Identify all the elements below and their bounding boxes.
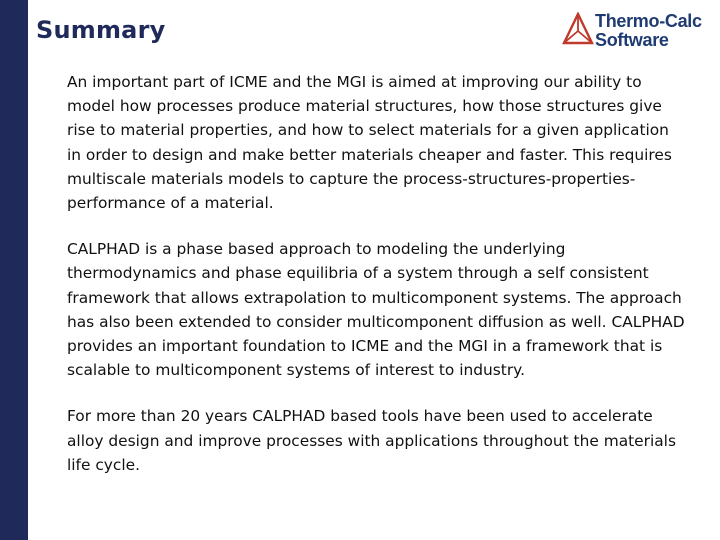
triangle-logo-icon: [562, 12, 594, 46]
paragraph-icme-mgi: An important part of ICME and the MGI is aimed at improving our ability to model how processes produce material structures, how those structures give rise to material properties, and how to select materials for a given application in order to design and make better materials cheaper and faster. This requires multiscale materials models to capture the process-structures-properties-performance of a material.: [67, 73, 672, 213]
slide-title: Summary: [36, 16, 166, 44]
slide-body: [67, 70, 687, 499]
logo-line2: Software: [595, 30, 669, 50]
paragraph-calphad: CALPHAD is a phase based approach to modeling the underlying thermodynamics and phase equilibria of a system through a self consistent framework that allows extrapolation to multicomponent systems. The approach has also been extended to consider multicomponent diffusion as well. CALPHAD provides an important foundation to ICME and the MGI in a framework that is scalable to multicomponent systems of interest to industry.: [67, 240, 685, 380]
thermo-calc-logo: [562, 10, 712, 56]
logo-line1: Thermo-Calc: [595, 11, 702, 31]
left-accent-bar: [0, 0, 28, 540]
paragraph-history: For more than 20 years CALPHAD based tools have been used to accelerate alloy design and improve processes with applications throughout the materials life cycle.: [67, 407, 676, 474]
